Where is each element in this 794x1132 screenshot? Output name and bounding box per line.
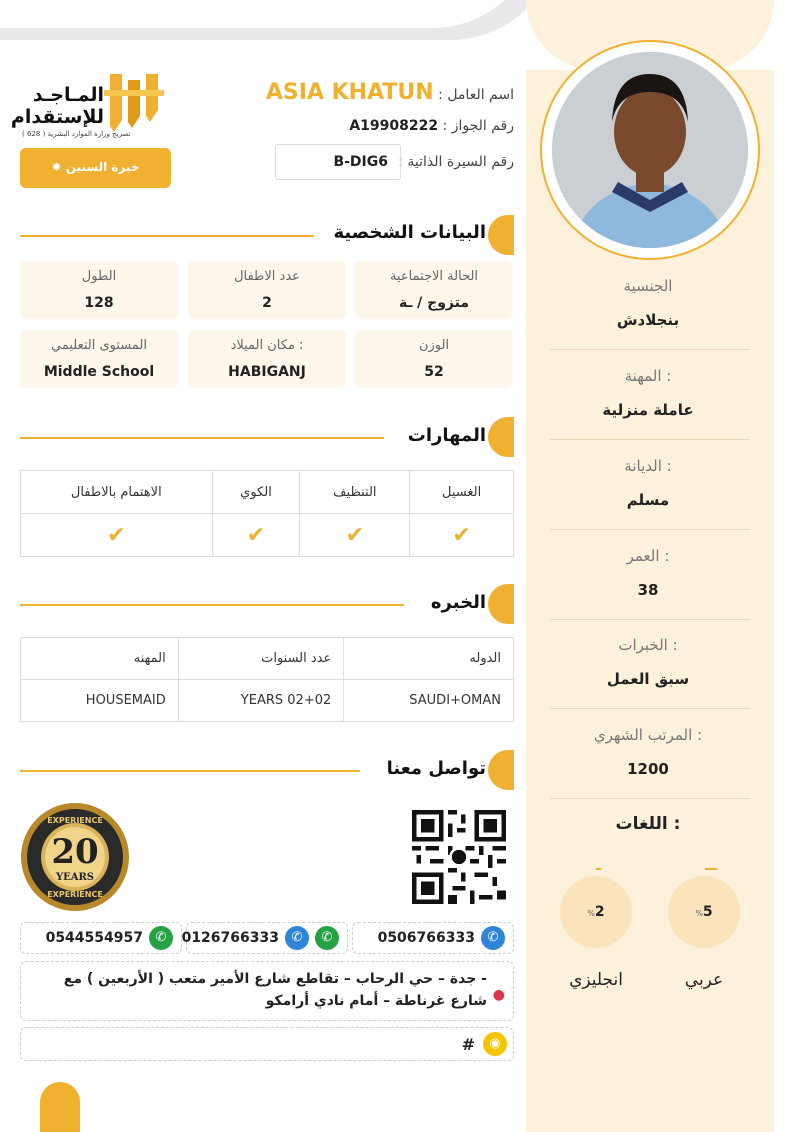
card-label: المستوى التعليمي bbox=[51, 338, 147, 353]
section-line bbox=[20, 235, 314, 237]
language-english-level bbox=[560, 876, 632, 948]
language-arabic-name: عربي bbox=[684, 970, 724, 990]
table-row bbox=[21, 471, 514, 514]
whatsapp-icon: ✆ bbox=[315, 926, 339, 950]
experience-cell: HOUSEMAID bbox=[21, 680, 179, 722]
worker-name: ASIA KHATUN bbox=[265, 80, 434, 105]
card-value: 128 bbox=[84, 295, 114, 311]
phone-box-1[interactable] bbox=[352, 922, 514, 954]
language-arabic-level bbox=[668, 876, 740, 948]
decorative-swoosh-mask bbox=[0, 0, 540, 28]
section-marker bbox=[488, 750, 514, 790]
experience-table bbox=[20, 637, 514, 722]
phone-box-2[interactable] bbox=[181, 922, 348, 954]
phone-number[interactable]: 0506766333 bbox=[377, 930, 475, 946]
logo-license: تصريح وزارة الموارد البشرية ( 628 ) bbox=[22, 130, 131, 138]
check-icon: ✔ bbox=[300, 514, 410, 557]
skill-header: الاهتمام بالاطفال bbox=[21, 471, 213, 514]
snapchat-icon: ◉ bbox=[483, 1032, 507, 1056]
personal-card-weight bbox=[355, 330, 513, 388]
snapchat-handle[interactable]: # bbox=[461, 1034, 475, 1054]
section-contact-title: تواصل معنا bbox=[386, 758, 486, 779]
experience-button-label: خبرة السنين bbox=[65, 160, 140, 174]
logo-line2: للإستقدام bbox=[10, 106, 104, 128]
address-text: - جدة – حي الرحاب – تقاطع شارع الأمير متعب ( الأربعين ) مع شارع غرناطة – أمام نادي أرامكو bbox=[63, 971, 487, 1009]
check-icon: ✔ bbox=[212, 514, 300, 557]
badge-bottom-text: EXPERIENCE bbox=[47, 890, 103, 899]
sidebar-item-experience bbox=[546, 634, 750, 690]
section-line bbox=[20, 604, 404, 606]
language-level-value: 5 bbox=[702, 904, 713, 920]
sidebar-item-label: الجنسية bbox=[623, 277, 673, 295]
personal-card-marital bbox=[355, 261, 513, 319]
skill-header: التنظيف bbox=[300, 471, 410, 514]
languages-title: اللغات : bbox=[615, 814, 681, 834]
divider bbox=[550, 798, 750, 799]
check-icon: ✔ bbox=[21, 514, 213, 557]
section-personal-title: البيانات الشخصية bbox=[333, 222, 486, 243]
language-progress-arc bbox=[705, 868, 717, 870]
company-logo-mark bbox=[100, 70, 168, 138]
card-label: الحالة الاجتماعية bbox=[389, 269, 479, 284]
experience-header: المهنه bbox=[21, 638, 179, 680]
badge-top-text: EXPERIENCE bbox=[47, 816, 103, 825]
language-level-value: 2 bbox=[594, 904, 605, 920]
experience-cell: 02+02 YEARS bbox=[178, 680, 344, 722]
cv-number: B-DIG6 bbox=[275, 144, 401, 180]
check-icon: ✔ bbox=[410, 514, 514, 557]
phone-box-3[interactable] bbox=[20, 922, 182, 954]
card-value: 2 bbox=[262, 295, 272, 311]
section-marker bbox=[488, 584, 514, 624]
table-row bbox=[21, 514, 514, 557]
phone-number[interactable]: 0544554957 bbox=[45, 930, 143, 946]
sidebar-item-value: مسلم bbox=[626, 491, 670, 509]
divider bbox=[550, 619, 750, 620]
sidebar-item-label: المرتب الشهري : bbox=[593, 726, 703, 744]
divider bbox=[550, 708, 750, 709]
experience-header: عدد السنوات bbox=[178, 638, 344, 680]
decorative-bottom-tab bbox=[40, 1082, 80, 1132]
worker-name-label: اسم العامل : bbox=[438, 87, 514, 103]
sidebar-item-value: سبق العمل bbox=[606, 670, 690, 688]
divider bbox=[550, 349, 750, 350]
experience-button[interactable] bbox=[20, 148, 171, 188]
experience-cell: SAUDI+OMAN bbox=[344, 680, 514, 722]
experience-header: الدوله bbox=[344, 638, 514, 680]
sidebar-item-value: عاملة منزلية bbox=[602, 401, 694, 419]
company-logo-text bbox=[10, 84, 104, 128]
table-row bbox=[21, 638, 514, 680]
language-progress-arc bbox=[596, 868, 601, 870]
snapchat-box[interactable] bbox=[20, 1027, 514, 1061]
location-pin-icon: ● bbox=[492, 987, 505, 1003]
personal-card-education bbox=[20, 330, 178, 388]
card-value: HABIGANJ bbox=[228, 364, 306, 380]
badge-years-text: YEARS bbox=[55, 872, 95, 883]
card-label: الوزن bbox=[418, 338, 450, 353]
phone-number[interactable]: 0126766333 bbox=[181, 930, 279, 946]
sidebar-item-label: الخبرات : bbox=[618, 636, 678, 654]
section-skills-title: المهارات bbox=[407, 425, 486, 446]
section-line bbox=[20, 437, 384, 439]
skill-header: الغسيل bbox=[410, 471, 514, 514]
sidebar-item-profession bbox=[546, 365, 750, 421]
sidebar-item-label: العمر : bbox=[626, 547, 670, 565]
card-label: الطول bbox=[81, 269, 117, 284]
sidebar-item-label: الديانة : bbox=[624, 457, 672, 475]
worker-photo bbox=[552, 52, 748, 248]
sidebar-item-nationality bbox=[546, 275, 750, 331]
sidebar-item-label: المهنة : bbox=[624, 367, 672, 385]
section-marker bbox=[488, 215, 514, 255]
section-marker bbox=[488, 417, 514, 457]
language-english-name: انجليزي bbox=[569, 970, 623, 990]
badge-number: 20 bbox=[51, 832, 99, 872]
personal-card-children bbox=[188, 261, 346, 319]
passport-number: A19908222 bbox=[349, 118, 439, 134]
personal-card-height bbox=[20, 261, 178, 319]
sidebar-item-salary bbox=[546, 724, 750, 780]
passport-row bbox=[349, 114, 514, 138]
sparkle-icon: ✸ bbox=[51, 160, 62, 174]
sidebar-item-religion bbox=[546, 455, 750, 511]
skill-header: الكوي bbox=[212, 471, 300, 514]
address-box bbox=[20, 961, 514, 1021]
section-experience-title: الخبره bbox=[430, 592, 486, 613]
qr-code[interactable] bbox=[412, 810, 506, 904]
worker-name-row bbox=[266, 78, 514, 108]
card-label: مكان الميلاد : bbox=[230, 338, 304, 353]
section-line bbox=[20, 770, 360, 772]
sidebar-item-value: بنجلادش bbox=[616, 311, 680, 329]
card-value: 52 bbox=[424, 364, 444, 380]
personal-card-birthplace bbox=[188, 330, 346, 388]
phone-icon: ✆ bbox=[285, 926, 309, 950]
divider bbox=[550, 529, 750, 530]
passport-label: رقم الجواز : bbox=[442, 118, 514, 134]
whatsapp-icon: ✆ bbox=[149, 926, 173, 950]
divider bbox=[550, 439, 750, 440]
card-value: Middle School bbox=[43, 364, 155, 380]
experience-badge bbox=[20, 802, 130, 912]
skills-table bbox=[20, 470, 514, 557]
cv-label: رقم السيرة الذاتية : bbox=[398, 154, 514, 170]
card-label: عدد الاطفال bbox=[234, 269, 300, 284]
phone-icon: ✆ bbox=[481, 926, 505, 950]
percent-sign: % bbox=[587, 909, 595, 918]
percent-sign: % bbox=[695, 909, 703, 918]
sidebar-item-age bbox=[546, 545, 750, 601]
card-value: متزوج / ـة bbox=[398, 295, 470, 311]
sidebar-item-value: 1200 bbox=[627, 760, 669, 778]
table-row bbox=[21, 680, 514, 722]
logo-line1: المـاجـد bbox=[32, 84, 104, 106]
sidebar-item-value: 38 bbox=[637, 581, 659, 599]
